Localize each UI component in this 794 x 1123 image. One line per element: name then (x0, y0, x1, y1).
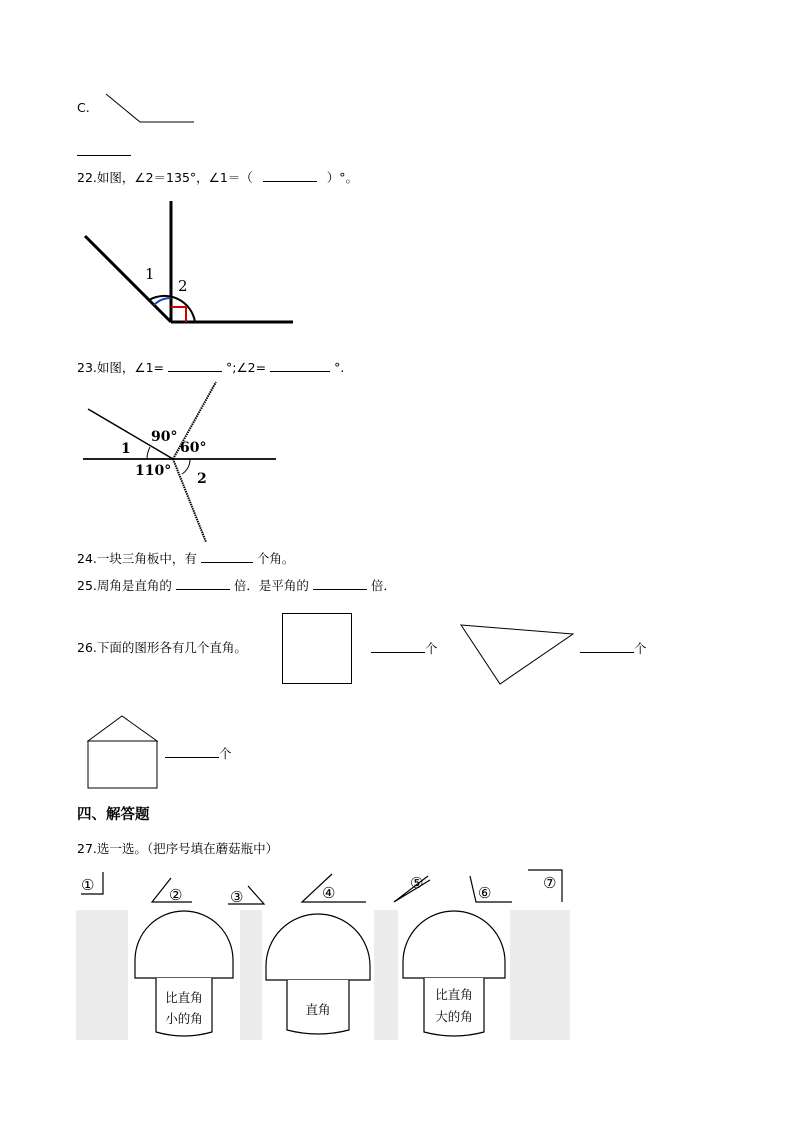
section-4-title: 四、解答题 (77, 806, 150, 823)
mushroom-3-line1: 比直角 (435, 987, 473, 1002)
answer-blank-21[interactable] (77, 155, 131, 156)
question-22-suffix: ）°。 (326, 170, 359, 185)
mushroom-1-line1: 比直角 (165, 990, 203, 1005)
mushroom-1-line2: 小的角 (165, 1011, 203, 1026)
question-27: 27.选一选。（把序号填在蘑菇瓶中） (77, 841, 279, 856)
question-23-mid: °;∠2= (225, 360, 267, 375)
question-26-answer-1 (371, 640, 438, 657)
choice-6-label: ⑥ (478, 884, 492, 902)
question-25 (77, 577, 396, 594)
question-25-suffix: 倍． (370, 578, 396, 593)
option-c-label: C. (77, 100, 90, 115)
answer-blank-26a[interactable] (371, 640, 425, 653)
question-26: 26.下面的图形各有几个直角。 (77, 640, 247, 655)
square-figure (281, 612, 355, 686)
question-26-answer-2 (580, 640, 647, 657)
angle-110-label: 110° (135, 463, 172, 479)
angle-60-label: 60° (180, 440, 207, 456)
answer-blank-22[interactable] (263, 169, 317, 182)
choice-2-label: ② (169, 886, 183, 904)
question-24-prefix: 24.一块三角板中，有 (77, 551, 197, 566)
house-figure (84, 712, 162, 792)
angle-90-label: 90° (151, 429, 178, 445)
answer-blank-25b[interactable] (313, 577, 367, 590)
question-22-prefix: 22.如图，∠2＝135°，∠1＝（ (77, 170, 253, 185)
angle-2-label: 2 (178, 277, 188, 295)
question-23-prefix: 23.如图，∠1= (77, 360, 165, 375)
answer-blank-25a[interactable] (176, 577, 230, 590)
question-25-mid: 倍．是平角的 (233, 578, 309, 593)
choice-5-label: ⑤ (410, 874, 424, 892)
mushroom-2-line1: 直角 (305, 1002, 331, 1017)
angle-1-label: 1 (121, 441, 131, 457)
question-26-answer-3 (165, 745, 232, 762)
question-26-unit-1: 个 (425, 641, 438, 656)
angle-2-label: 2 (197, 471, 207, 487)
choice-3-label: ③ (230, 888, 244, 906)
question-23-suffix: °. (334, 360, 345, 375)
choice-4-label: ④ (322, 884, 336, 902)
mushroom-3-line2: 大的角 (435, 1009, 473, 1024)
mushroom-bottles-figure (76, 910, 570, 1042)
triangle-figure (456, 620, 578, 688)
angle-1-label: 1 (145, 265, 155, 283)
question-25-prefix: 25.周角是直角的 (77, 578, 172, 593)
choice-1-label: ① (81, 876, 95, 894)
question-24-suffix: 个角。 (256, 551, 295, 566)
question-26-unit-3: 个 (219, 746, 232, 761)
option-c-angle-figure (100, 88, 200, 128)
angle-choices-figure (76, 866, 570, 910)
answer-blank-26c[interactable] (165, 745, 219, 758)
question-26-unit-2: 个 (634, 641, 647, 656)
choice-7-label: ⑦ (543, 874, 557, 892)
question-24 (77, 550, 294, 567)
question-23-angle-figure (80, 378, 280, 546)
question-23 (77, 359, 344, 376)
answer-blank-24[interactable] (201, 550, 253, 563)
answer-blank-23a[interactable] (168, 359, 222, 372)
answer-blank-26b[interactable] (580, 640, 634, 653)
question-22-angle-figure (80, 196, 300, 328)
question-22 (77, 169, 358, 186)
answer-blank-23b[interactable] (270, 359, 330, 372)
